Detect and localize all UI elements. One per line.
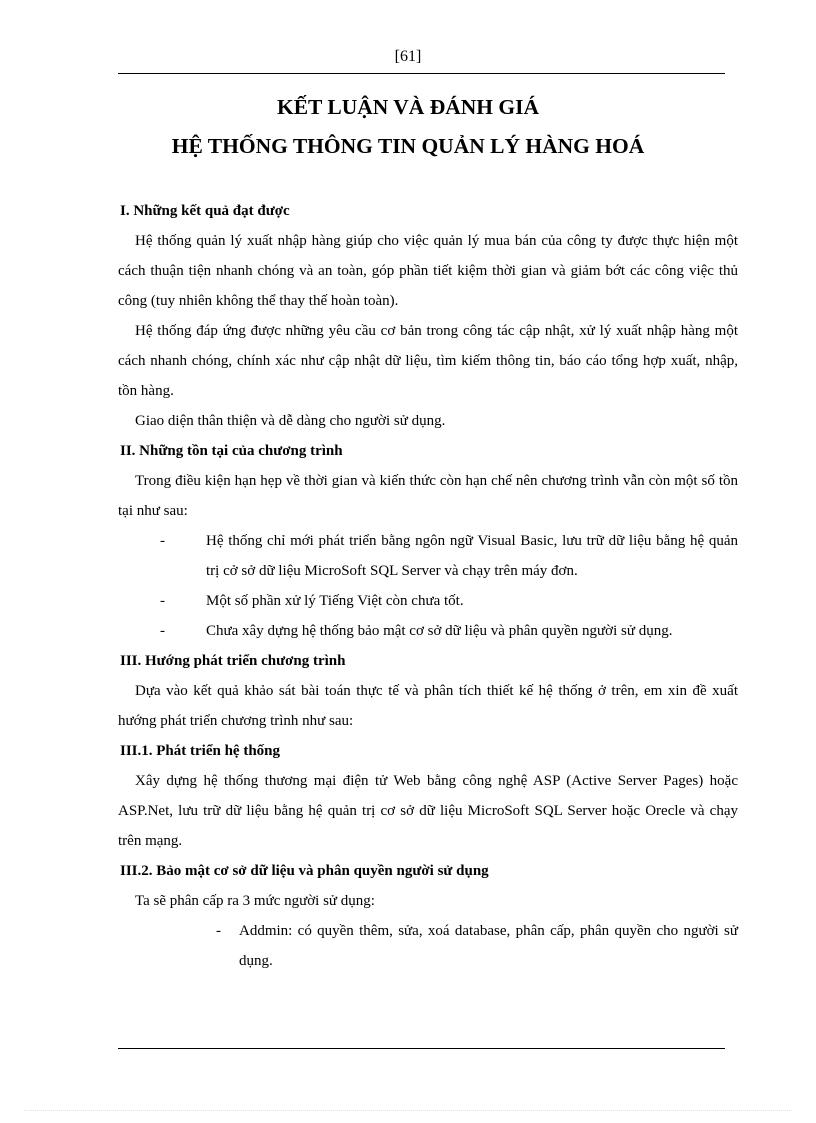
footer-rule [118, 1048, 725, 1049]
bullet-text: Addmin: có quyền thêm, sửa, xoá database, phân cấp, phân quyền cho người sử dụng. [239, 923, 738, 969]
document-body [118, 196, 738, 976]
bullet-text: Hệ thống chỉ mới phát triển bằng ngôn ngữ Visual Basic, lưu trữ dữ liệu bằng hệ quản trị cở sở dữ liệu MicroSoft SQL Server và chạy trên máy đơn. [206, 533, 738, 579]
section-2-bullet-1 [118, 526, 738, 586]
subsection-3-2-paragraph: Ta sẽ phân cấp ra 3 mức người sử dụng: [135, 893, 375, 909]
section-1-paragraph-2: Hệ thống đáp ứng được những yêu cầu cơ bản trong công tác cập nhật, xử lý xuất nhập hàng một cách nhanh chóng, chính xác như cập nhật dữ liệu, tìm kiếm thông tin, báo cáo tổng hợp xuất, nhập, tồn hàng. [118, 323, 738, 399]
section-2-bullet-3 [118, 616, 738, 646]
section-1-paragraph-3: Giao diện thân thiện và dễ dàng cho người sử dụng. [135, 413, 446, 429]
bullet-dash: - [160, 593, 165, 609]
section-2-paragraph-1: Trong điều kiện hạn hẹp về thời gian và kiến thức còn hạn chế nên chương trình vẫn còn một số tồn tại như sau: [118, 473, 738, 519]
section-3-paragraph-1: Dựa vào kết quả khảo sát bài toán thực tế và phân tích thiết kế hệ thống ở trên, em xin đề xuất hướng phát triển chương trình như sau: [118, 683, 738, 729]
subsection-3-2-bullet-1 [118, 916, 738, 976]
document-title [0, 88, 816, 166]
bullet-dash: - [216, 923, 221, 939]
section-1-heading: I. Những kết quả đạt được [120, 203, 290, 219]
section-3-heading: III. Hướng phát triển chương trình [120, 653, 346, 669]
header-rule [118, 73, 725, 74]
subsection-3-2-heading: III.2. Bảo mật cơ sở dữ liệu và phân quyền người sử dụng [120, 863, 489, 879]
bullet-text: Chưa xây dựng hệ thống bảo mật cơ sở dữ liệu và phân quyền người sử dụng. [206, 623, 673, 639]
page-number: [61] [394, 48, 422, 65]
section-1-paragraph-1: Hệ thống quản lý xuất nhập hàng giúp cho việc quản lý mua bán của công ty được thực hiện một cách thuận tiện nhanh chóng và an toàn, góp phần tiết kiệm thời gian và giảm bớt các công việc thủ công (tuy nhiên không thể thay thế hoàn toàn). [118, 233, 738, 309]
title-line-1: KẾT LUẬN VÀ ĐÁNH GIÁ [276, 95, 540, 119]
subsection-3-1-heading: III.1. Phát triển hệ thống [120, 743, 281, 759]
section-2-heading: II. Những tồn tại của chương trình [120, 443, 343, 459]
bullet-dash: - [160, 533, 165, 549]
section-2-bullet-2 [118, 586, 738, 616]
bullet-text: Một số phần xử lý Tiếng Việt còn chưa tốt. [206, 593, 464, 609]
bullet-dash: - [160, 623, 165, 639]
subsection-3-1-paragraph: Xây dựng hệ thống thương mại điện tử Web bằng công nghệ ASP (Active Server Pages) hoặc ASP.Net, lưu trữ dữ liệu bằng hệ quản trị cơ sở dữ liệu MicroSoft SQL Server hoặc Orecle và chạy trên mạng. [118, 773, 738, 849]
page-edge-dotted-line [24, 1110, 792, 1111]
title-line-2: HỆ THỐNG THÔNG TIN QUẢN LÝ HÀNG HOÁ [171, 134, 645, 158]
